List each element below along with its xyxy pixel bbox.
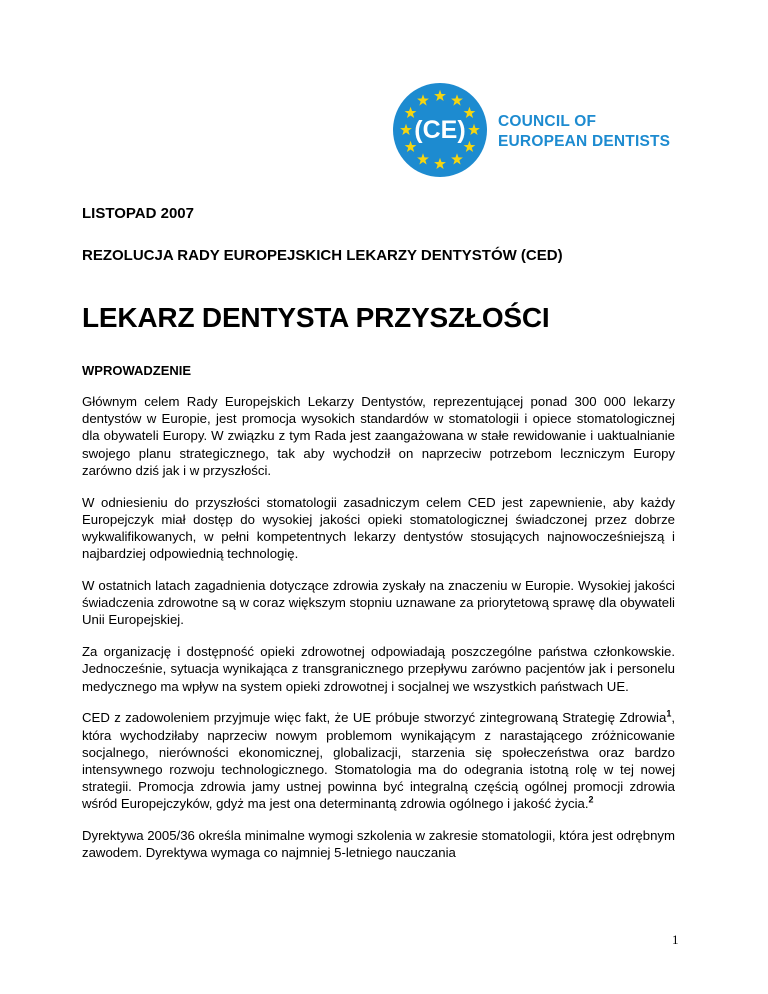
page-number: 1 — [672, 932, 679, 947]
document-date: LISTOPAD 2007 — [82, 205, 194, 222]
emblem-text: (CE) — [414, 116, 466, 144]
logo-line-2: EUROPEAN DENTISTS — [498, 133, 671, 150]
footnote-ref-2: 2 — [588, 795, 594, 806]
paragraph-1: Głównym celem Rady Europejskich Lekarzy Dentystów, reprezentującej ponad 300 000 lekarzy dentystów w Europie, jest promocja wysokich standardów w stomatologii i opiece stomatologicznej dla obywateli Europy. W związku z tym Rada jest zaangażowana w stałe rewidowanie i uaktualnianie swojego planu strategicznego, tak aby wychodził on naprzeciw potrzebom leczniczym Europy zarówno dziś jak i w przyszłości. — [82, 394, 675, 478]
logo-line-1: COUNCIL OF — [498, 113, 597, 130]
footnote-ref-1: 1 — [666, 709, 672, 720]
section-heading: WPROWADZENIE — [82, 363, 192, 378]
paragraph-5-part-a: CED z zadowoleniem przyjmuje więc fakt, że UE próbuje stworzyć zintegrowaną Strategię Zdrowia — [82, 710, 667, 726]
resolution-heading: REZOLUCJA RADY EUROPEJSKICH LEKARZY DENTYSTÓW (CED) — [82, 247, 563, 264]
body-text — [82, 393, 675, 876]
paragraph-6: Dyrektywa 2005/36 określa minimalne wymogi szkolenia w zakresie stomatologii, która jest odrębnym zawodem. Dyrektywa wymaga co najmniej 5-letniego nauczania — [82, 828, 675, 861]
paragraph-5-part-b: , która wychodziłaby naprzeciw nowym problemom wynikającym z narastającego zróżnicowanie socjalnego, nierówności ekonomicznej, globalizacji, starzenia się społeczeństwa oraz bardzo intensywnego rozwoju technologicznego. Stomatologia ma do odegrania istotną rolę w tej nowej strategii. Promocja zdrowia jamy ustnej powinna być integralną częścią ogólnej promocji zdrowia wśród Europejczyków, gdyż ma jest ona determinantą zdrowia ogólnego i jakość życia. — [82, 710, 675, 812]
logo-wordmark — [498, 112, 670, 152]
ced-logo — [392, 82, 692, 178]
paragraph-4: Za organizację i dostępność opieki zdrowotnej odpowiadają poszczególne państwa członkowskie. Jednocześnie, sytuacja wynikająca z transgranicznego przepływu zarówno pacjentów jak i personelu medycznego ma wpływ na system opieki zdrowotnej i socjalnej we wszystkich państwach UE. — [82, 644, 675, 694]
paragraph-2: W odniesieniu do przyszłości stomatologii zasadniczym celem CED jest zapewnienie, aby każdy Europejczyk miał dostęp do wysokiej jakości opieki stomatologicznej świadczonej przez dobrze wykwalifikowanych, w pełni kompetentnych lekarzy dentystów stosujących najnowocześniejszą i najbardziej odpowiednią technologię. — [82, 494, 675, 562]
paragraph-5 — [82, 709, 675, 812]
paragraph-3: W ostatnich latach zagadnienia dotyczące zdrowia zyskały na znaczeniu w Europie. Wysokiej jakości świadczenia zdrowotne są w coraz większym stopniu uznawane za priorytetową sprawę dla obywateli Unii Europejskiej. — [82, 578, 675, 628]
document-title: LEKARZ DENTYSTA PRZYSZŁOŚCI — [82, 302, 550, 333]
ced-emblem-icon — [392, 82, 488, 178]
